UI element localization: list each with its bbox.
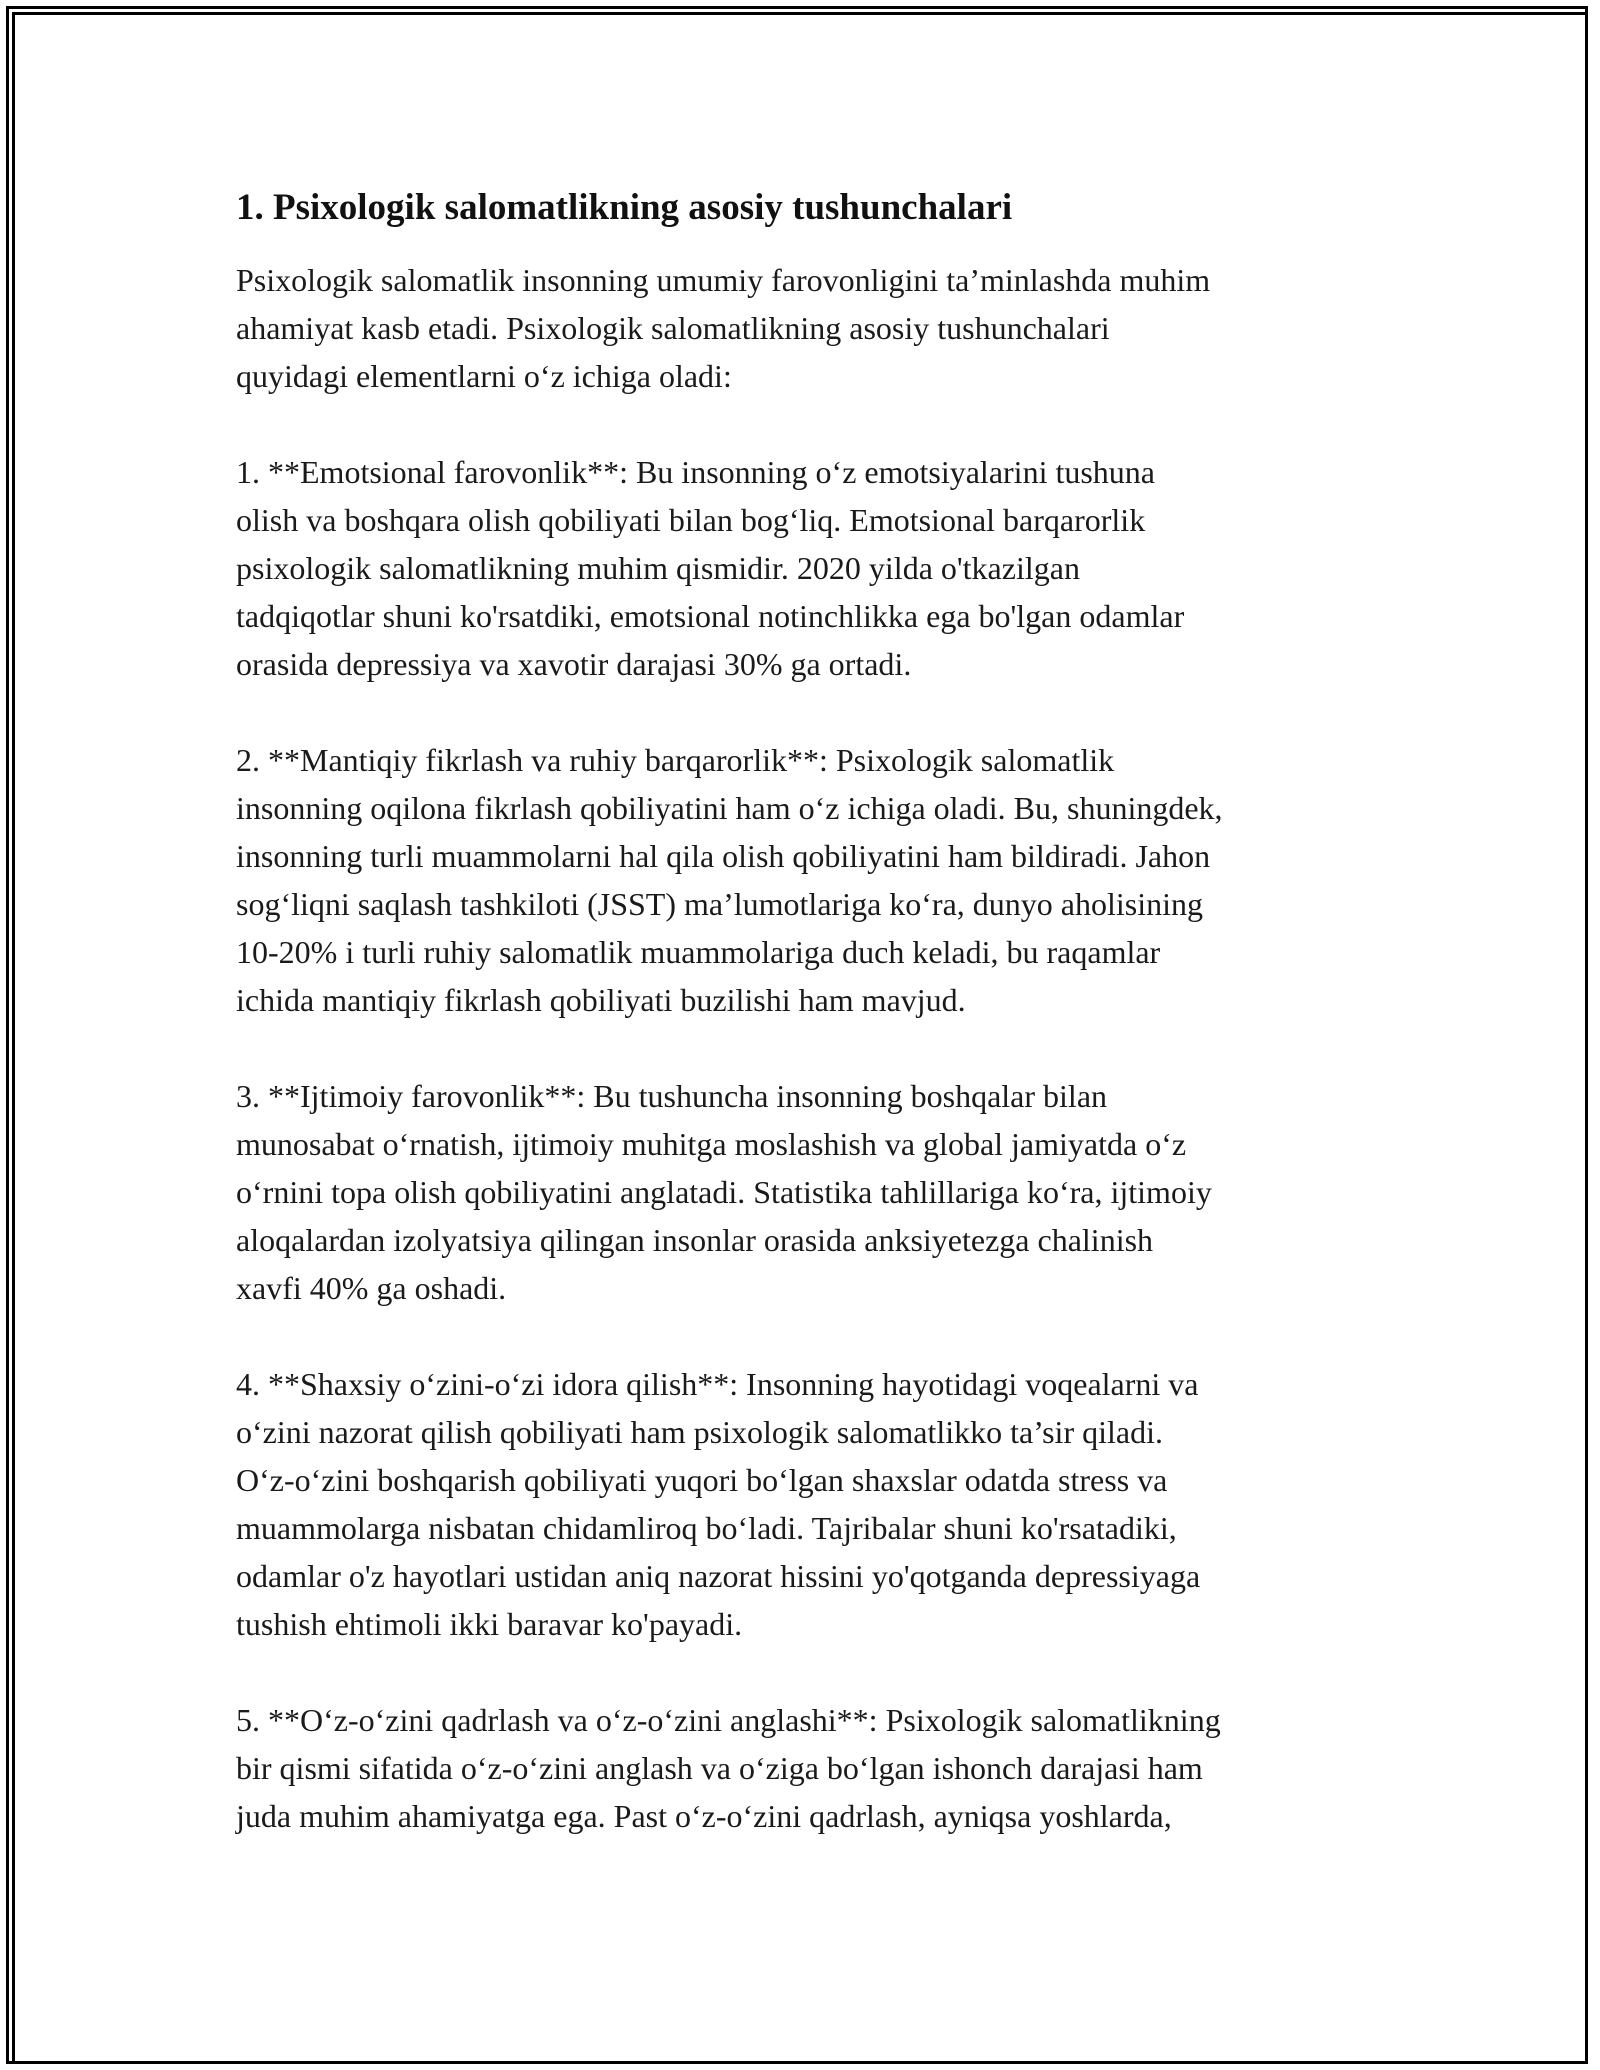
list-item-shaxsiy-idora: 4. **Shaxsiy o‘zini-o‘zi idora qilish**: Insonning hayotidagi voqealarni va o‘zini nazorat qilish qobiliyati ham psixologik salomatlikko ta’sir qiladi. O‘z-o‘zini boshqarish qobiliyati yuqori bo‘lgan shaxslar odatda stress va muammolarga nisbatan chidamliroq bo‘ladi. Tajribalar shuni ko'rsatadiki, odamlar o'z hayotlari ustidan aniq nazorat hissini yo'qotganda depressiyaga tushish ehtimoli ikki baravar ko'payadi. xyxy=(236,1366,1201,1643)
intro-paragraph: Psixologik salomatlik insonning umumiy farovonligini ta’minlashda muhim ahamiyat kasb etadi. Psixologik salomatlikning asosiy tushunchalari quyidagi elementlarni o‘z ichiga oladi: xyxy=(236,262,1211,395)
section-heading: 1. Psixologik salomatlikning asosiy tushunchalari xyxy=(236,187,1013,228)
list-item-ijtimoiy-farovonlik: 3. **Ijtimoiy farovonlik**: Bu tushuncha insonning boshqalar bilan munosabat o‘rnatish, ijtimoiy muhitga moslashish va global jamiyatda o‘z o‘rnini topa olish qobiliyatini anglatadi. Statistika tahlillariga ko‘ra, ijtimoiy aloqalardan izolyatsiya qilingan insonlar orasida anksiyetezga chalinish xavfi 40% ga oshadi. xyxy=(236,1078,1212,1307)
document-page xyxy=(236,186,1376,1888)
list-item-oz-ozini-qadrlash: 5. **O‘z-o‘zini qadrlash va o‘z-o‘zini anglashi**: Psixologik salomatlikning bir qismi sifatida o‘z-o‘zini anglash va o‘ziga bo‘lgan ishonch darajasi ham juda muhim ahamiyatga ega. Past o‘z-o‘zini qadrlash, ayniqsa yoshlarda, xyxy=(236,1702,1221,1835)
list-item-emotsional-farovonlik: 1. **Emotsional farovonlik**: Bu insonning o‘z emotsiyalarini tushuna olish va boshqara olish qobiliyati bilan bog‘liq. Emotsional barqarorlik psixologik salomatlikning muhim qismidir. 2020 yilda o'tkazilgan tadqiqotlar shuni ko'rsatdiki, emotsional notinchlikka ega bo'lgan odamlar orasida depressiya va xavotir darajasi 30% ga ortadi. xyxy=(236,454,1185,683)
list-item-mantiqiy-fikrlash: 2. **Mantiqiy fikrlash va ruhiy barqarorlik**: Psixologik salomatlik insonning oqilona fikrlash qobiliyatini ham o‘z ichiga oladi. Bu, shuningdek, insonning turli muammolarni hal qila olish qobiliyatini ham bildiradi. Jahon sog‘liqni saqlash tashkiloti (JSST) ma’lumotlariga ko‘ra, dunyo aholisining 10-20% i turli ruhiy salomatlik muammolariga duch keladi, bu raqamlar ichida mantiqiy fikrlash qobiliyati buzilishi ham mavjud. xyxy=(236,742,1223,1019)
